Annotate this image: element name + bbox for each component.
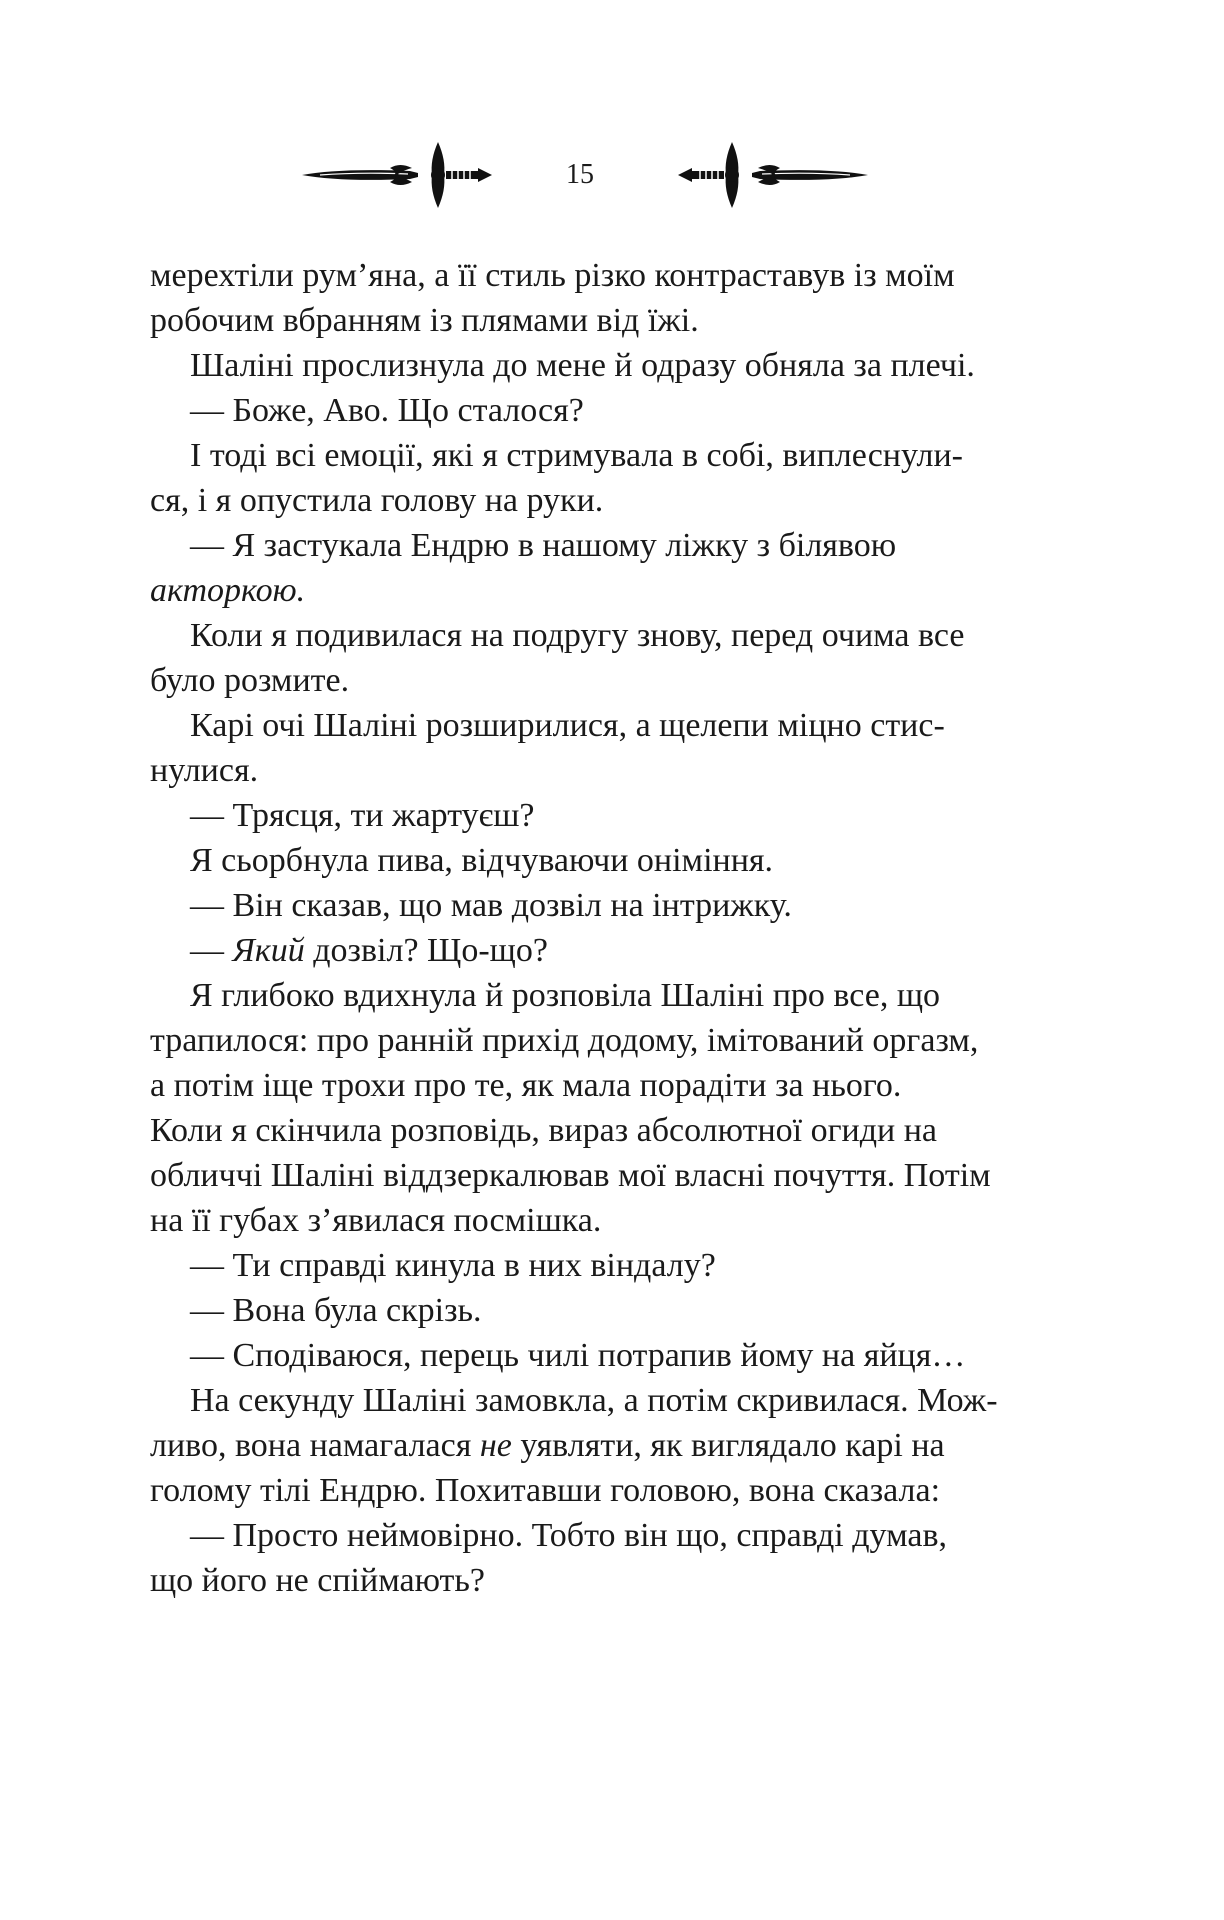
text-line: Коли я подивилася на подругу знову, перед очима все (190, 617, 965, 654)
text-line: — Я застукала Ендрю в нашому ліжку з білявою (190, 527, 897, 564)
text-line: — Ти справді кинула в них віндалу? (190, 1247, 716, 1284)
text-line: — Боже, Аво. Що сталося? (190, 392, 584, 429)
text-line: — Він сказав, що мав дозвіл на інтрижку. (190, 887, 792, 924)
text-line: — Вона була скрізь. (190, 1292, 482, 1329)
text-line: а потім іще трохи про те, як мала порадіти за нього. (150, 1067, 902, 1104)
text-line: обличчі Шаліні віддзеркалював мої власні почуття. Потім (150, 1157, 991, 1194)
dash-fragment: — (190, 932, 233, 969)
text-line: на її губах з’явилася посмішка. (150, 1202, 602, 1239)
text-line: нулися. (150, 752, 259, 789)
right-sword-ornament-icon (620, 140, 870, 210)
text-line: було розмите. (150, 662, 350, 699)
text-line (150, 1423, 1012, 1468)
left-sword-ornament-icon (300, 140, 550, 210)
text-line: трапилося: про ранній прихід додому, імітований оргазм, (150, 1022, 979, 1059)
text-line: що його не спіймають? (150, 1562, 485, 1599)
text-line: Я глибоко вдихнула й розповіла Шаліні про все, що (190, 977, 941, 1014)
text-line: — Сподіваюся, перець чилі потрапив йому на яйця… (190, 1337, 966, 1374)
text-line: — Просто неймовірно. Тобто він що, справді думав, (190, 1517, 947, 1554)
text-line: Коли я скінчила розповідь, вираз абсолютної огиди на (150, 1112, 938, 1149)
page-header (0, 140, 1224, 210)
text-line: — Трясця, ти жартуєш? (190, 797, 535, 834)
text-line: Карі очі Шаліні розширилися, а щелепи міцно стис- (190, 707, 945, 744)
text-line: голому тілі Ендрю. Похитавши головою, вона сказала: (150, 1472, 941, 1509)
italic-word: не (479, 1427, 512, 1464)
text-line: робочим вбранням із плямами від їжі. (150, 302, 699, 339)
text-fragment: ливо, вона намагалася (150, 1427, 480, 1464)
text-line: Шаліні прослизнула до мене й одразу обняла за плечі. (190, 347, 975, 384)
text-line (150, 928, 1012, 973)
text-fragment: дозвіл? Що-що? (304, 932, 548, 969)
italic-word: акторкою. (150, 572, 306, 609)
text-line: Я сьорбнула пива, відчуваючи оніміння. (190, 842, 774, 879)
text-line: ся, і я опустила голову на руки. (150, 482, 604, 519)
text-line (150, 568, 1012, 613)
text-line: мерехтіли рум’яна, а її стиль різко контраставув із моїм (150, 257, 955, 294)
italic-word: Який (232, 932, 305, 969)
text-fragment: уявляти, як виглядало карі на (511, 1427, 945, 1464)
text-line: На секунду Шаліні замовкла, а потім скривилася. Мож- (190, 1382, 998, 1419)
page-number: 15 (566, 159, 594, 190)
text-line: І тоді всі емоції, які я стримувала в собі, виплеснули- (190, 437, 963, 474)
body-text (150, 253, 1012, 1603)
